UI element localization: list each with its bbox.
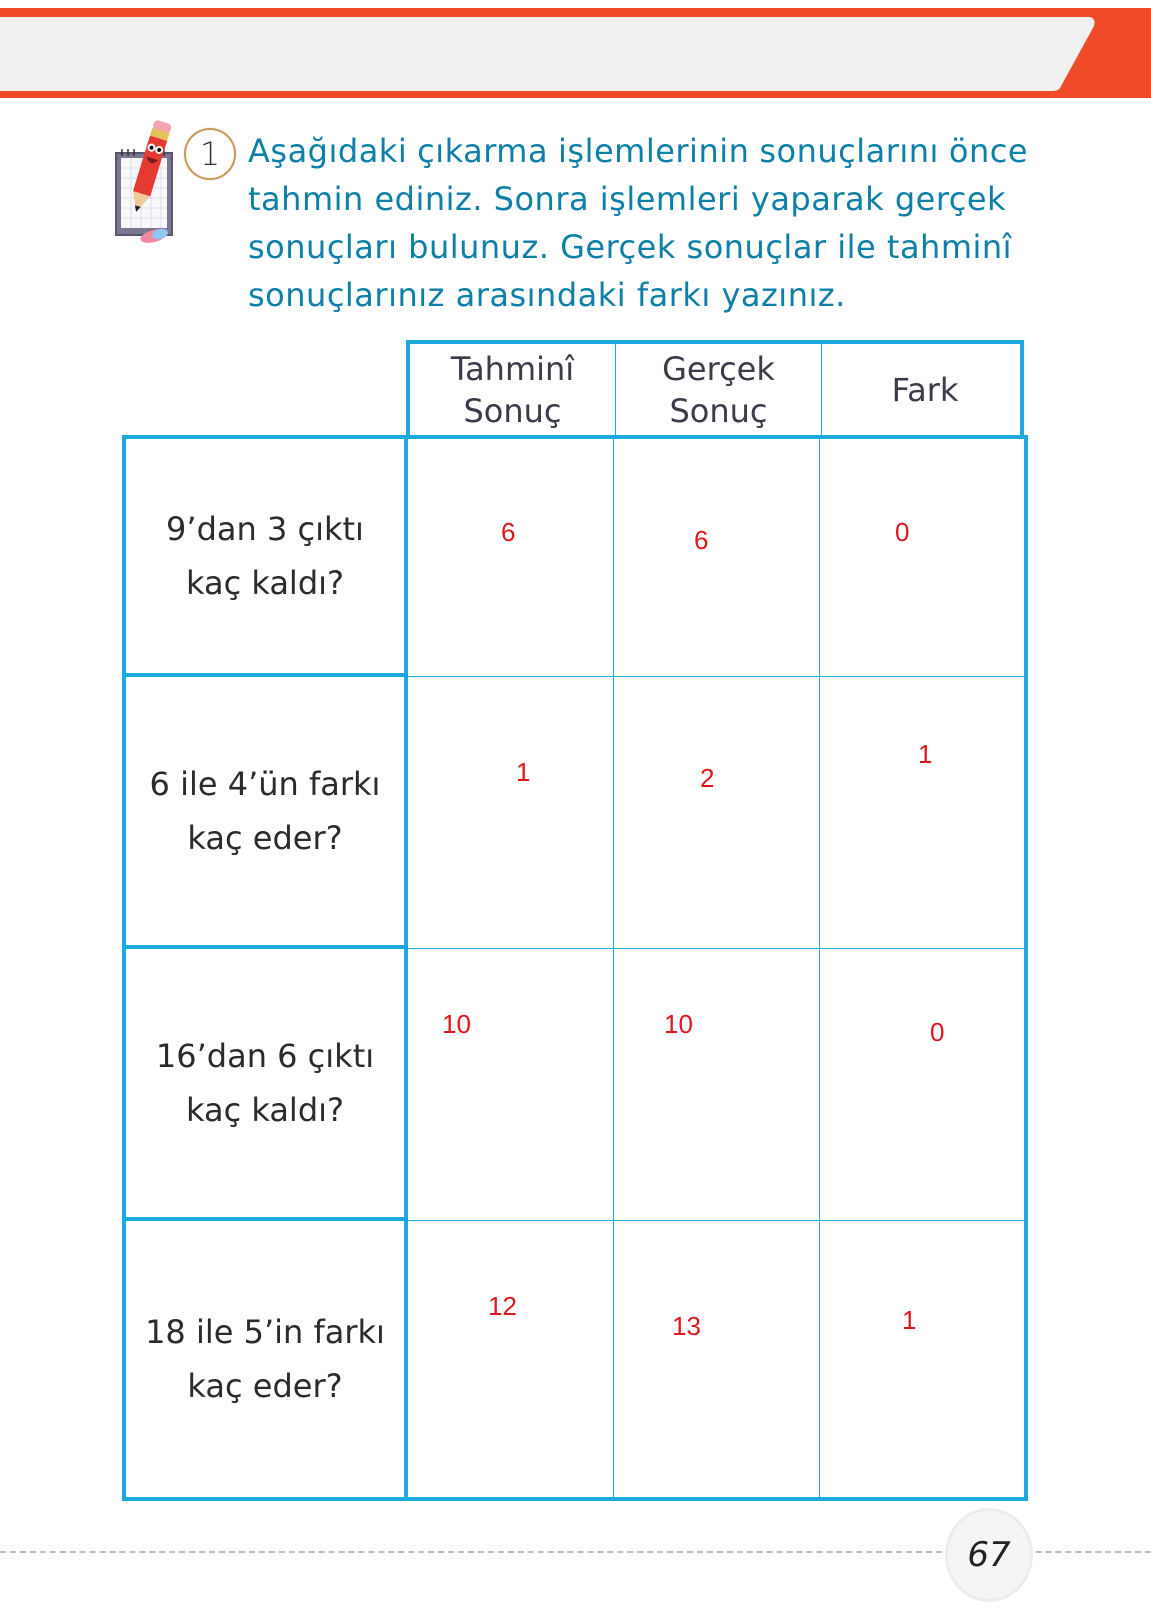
pencil-notepad-icon bbox=[114, 118, 176, 248]
actual-value: 13 bbox=[672, 1311, 701, 1341]
exercise-number-badge bbox=[184, 128, 236, 180]
results-table bbox=[122, 435, 1028, 1501]
question-text: 9’dan 3 çıktı bbox=[166, 510, 364, 548]
table-row bbox=[122, 1221, 1028, 1501]
page-number-badge bbox=[945, 1508, 1033, 1602]
actual-cell[interactable] bbox=[614, 435, 820, 677]
table-row bbox=[122, 677, 1028, 949]
estimate-value: 12 bbox=[488, 1291, 517, 1321]
question-text: 6 ile 4’ün farkı bbox=[149, 765, 381, 803]
table-row bbox=[122, 949, 1028, 1221]
instruction-line-3: sonuçları bulunuz. Gerçek sonuçlar ile tahminî bbox=[248, 228, 1013, 266]
table-header bbox=[406, 340, 1024, 435]
header-label: Sonuç bbox=[463, 391, 562, 430]
table-row bbox=[122, 435, 1028, 677]
instruction-word: önce bbox=[948, 132, 1028, 170]
estimate-value: 10 bbox=[442, 1009, 471, 1039]
instruction-line-1 bbox=[248, 127, 1028, 175]
question-cell bbox=[122, 1221, 408, 1501]
header-label: Fark bbox=[891, 370, 959, 409]
question-text: kaç kaldı? bbox=[186, 1091, 344, 1129]
header-banner bbox=[0, 8, 1151, 98]
estimate-cell[interactable] bbox=[408, 435, 614, 677]
header-label: Gerçek bbox=[662, 349, 775, 388]
estimate-value: 6 bbox=[501, 517, 516, 547]
actual-cell[interactable] bbox=[614, 677, 820, 949]
difference-value: 1 bbox=[902, 1305, 917, 1335]
instruction-line-4: sonuçlarınız arasındaki farkı yazınız. bbox=[248, 276, 846, 314]
difference-cell[interactable] bbox=[820, 949, 1028, 1221]
estimate-cell[interactable] bbox=[408, 949, 614, 1221]
page-number: 67 bbox=[967, 1535, 1011, 1575]
question-text: kaç eder? bbox=[187, 819, 343, 857]
question-cell bbox=[122, 677, 408, 949]
instruction-word: Aşağıdaki bbox=[248, 132, 408, 170]
instruction-line-2: tahmin ediniz. Sonra işlemleri yaparak gerçek bbox=[248, 180, 1007, 218]
estimate-value: 1 bbox=[516, 757, 531, 787]
header-label: Tahminî bbox=[450, 349, 575, 388]
instruction-word: sonuçlarını bbox=[759, 132, 939, 170]
header-actual bbox=[616, 344, 822, 435]
actual-value: 6 bbox=[694, 525, 709, 555]
difference-value: 1 bbox=[918, 739, 933, 769]
question-text: kaç kaldı? bbox=[186, 564, 344, 602]
difference-cell[interactable] bbox=[820, 677, 1028, 949]
header-estimate bbox=[410, 344, 616, 435]
difference-cell[interactable] bbox=[820, 1221, 1028, 1501]
question-text: 18 ile 5’in farkı bbox=[145, 1313, 385, 1351]
actual-cell[interactable] bbox=[614, 949, 820, 1221]
actual-cell[interactable] bbox=[614, 1221, 820, 1501]
question-text: kaç eder? bbox=[187, 1367, 343, 1405]
question-cell bbox=[122, 435, 408, 677]
actual-value: 10 bbox=[664, 1009, 693, 1039]
question-cell bbox=[122, 949, 408, 1221]
header-label: Sonuç bbox=[669, 391, 768, 430]
difference-cell[interactable] bbox=[820, 435, 1028, 677]
exercise-instructions bbox=[248, 127, 1038, 319]
instruction-word: işlemlerinin bbox=[558, 132, 750, 170]
difference-value: 0 bbox=[930, 1017, 945, 1047]
difference-value: 0 bbox=[895, 517, 910, 547]
header-difference bbox=[822, 344, 1028, 435]
instruction-word: çıkarma bbox=[417, 132, 549, 170]
question-text: 16’dan 6 çıktı bbox=[155, 1037, 375, 1075]
estimate-cell[interactable] bbox=[408, 1221, 614, 1501]
estimate-cell[interactable] bbox=[408, 677, 614, 949]
actual-value: 2 bbox=[700, 763, 715, 793]
exercise-number: 1 bbox=[199, 135, 221, 173]
